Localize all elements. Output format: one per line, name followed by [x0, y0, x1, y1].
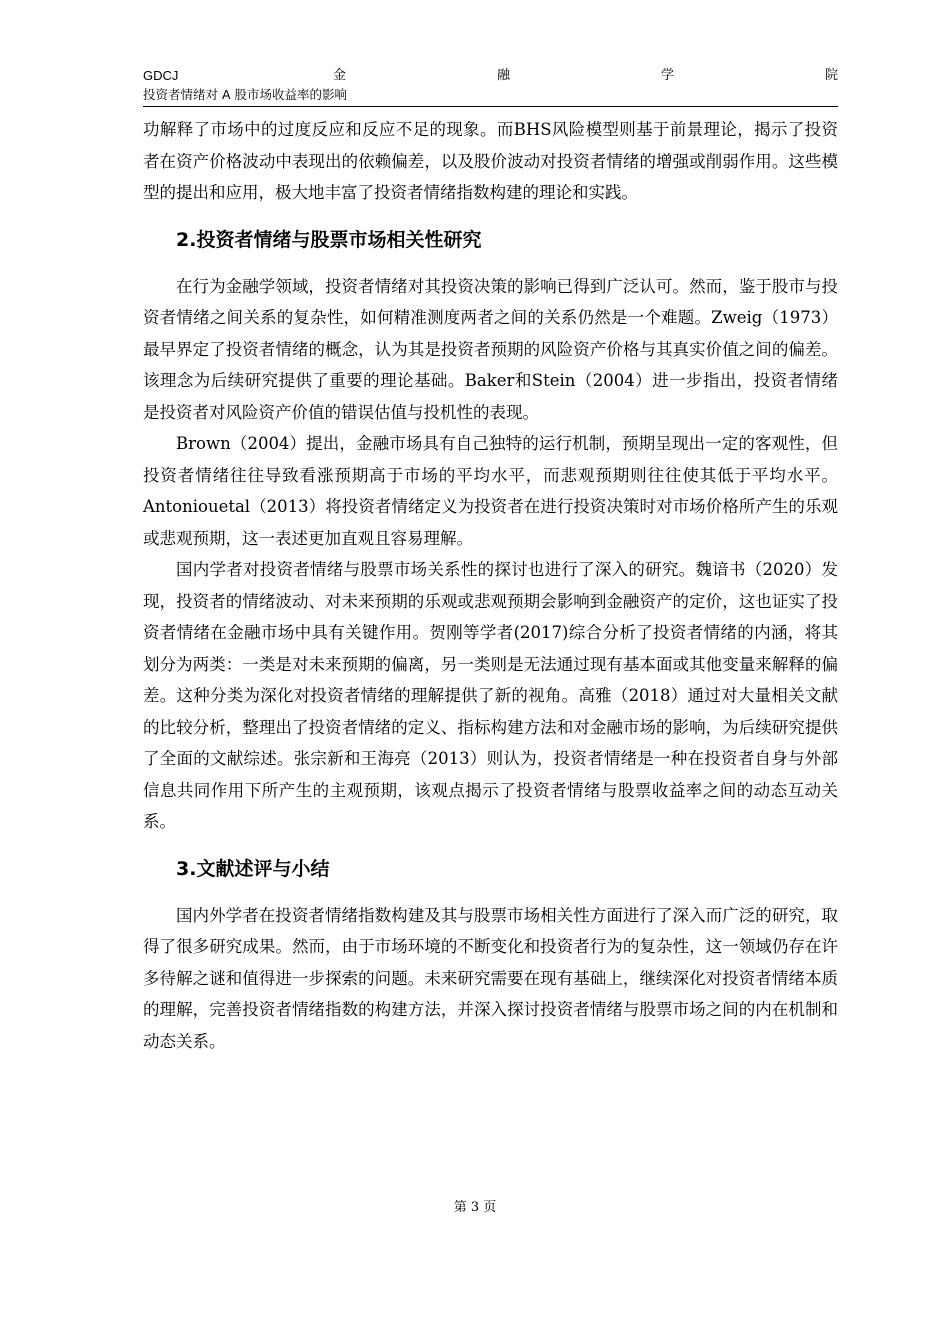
- page-number: 第 3 页: [453, 1200, 497, 1215]
- header-code: GDCJ: [143, 68, 179, 83]
- paragraph-section2-3: 国内学者对投资者情绪与股票市场关系性的探讨也进行了深入的研究。魏谙书（2020）发现，投资者的情绪波动、对未来预期的乐观或悲观预期会影响到金融资产的定价，这也证实了投资者情绪在金融市场中具有关键作用。贺刚等学者(2017)综合分析了投资者情绪的内涵，将其划分为两类：一类是对未来预期的偏离，另一类则是无法通过现有基本面或其他变量来解释的偏差。这种分类为深化对投资者情绪的理解提供了新的视角。高雅（2018）通过对大量相关文献的比较分析，整理出了投资者情绪的定义、指标构建方法和对金融市场的影响，为后续研究提供了全面的文献综述。张宗新和王海亮（2013）则认为，投资者情绪是一种在投资者自身与外部信息共同作用下所产生的主观预期，该观点揭示了投资者情绪与股票收益率之间的动态互动关系。: [143, 560, 838, 831]
- header-school-name: [333, 66, 838, 86]
- header-top-row: [143, 66, 838, 86]
- header-school-char: 院: [824, 68, 838, 83]
- header-school-char: 融: [496, 68, 510, 83]
- section-heading-3: 3.文献述评与小结: [176, 857, 330, 880]
- page-header: [143, 66, 838, 107]
- paragraph-section2-1: 在行为金融学领域，投资者情绪对其投资决策的影响已得到广泛认可。然而，鉴于股市与投资者情绪之间关系的复杂性，如何精准测度两者之间的关系仍然是一个难题。Zweig（1973）最早界定了投资者情绪的概念，认为其是投资者预期的风险资产价格与其真实价值之间的偏差。该理念为后续研究提供了重要的理论基础。Baker和Stein（2004）进一步指出，投资者情绪是投资者对风险资产价值的错误估值与投机性的表现。: [143, 276, 838, 422]
- header-thesis-title: 投资者情绪对 A 股市场收益率的影响: [143, 87, 347, 102]
- paragraph-intro: 功解释了市场中的过度反应和反应不足的现象。而BHS风险模型则基于前景理论，揭示了投资者在资产价格波动中表现出的依赖偏差，以及股价波动对投资者情绪的增强或削弱作用。这些模型的提出和应用，极大地丰富了投资者情绪指数构建的理论和实践。: [143, 120, 838, 202]
- section-heading-2: 2.投资者情绪与股票市场相关性研究: [176, 228, 482, 251]
- paragraph-section3-1: 国内外学者在投资者情绪指数构建及其与股票市场相关性方面进行了深入而广泛的研究，取得了很多研究成果。然而，由于市场环境的不断变化和投资者行为的复杂性，这一领域仍存在许多待解之谜和值得进一步探索的问题。未来研究需要在现有基础上，继续深化对投资者情绪本质的理解，完善投资者情绪指数的构建方法，并深入探讨投资者情绪与股票市场之间的内在机制和动态关系。: [143, 905, 838, 1051]
- header-school-char: 金: [333, 68, 347, 83]
- paragraph-section2-2: Brown（2004）提出，金融市场具有自己独特的运行机制，预期呈现出一定的客观性，但投资者情绪往往导致看涨预期高于市场的平均水平，而悲观预期则往往使其低于平均水平。Antoniouetal（2013）将投资者情绪定义为投资者在进行投资决策时对市场价格所产生的乐观或悲观预期，这一表述更加直观且容易理解。: [143, 434, 838, 548]
- header-school-char: 学: [660, 68, 674, 83]
- page-content: [143, 114, 838, 1057]
